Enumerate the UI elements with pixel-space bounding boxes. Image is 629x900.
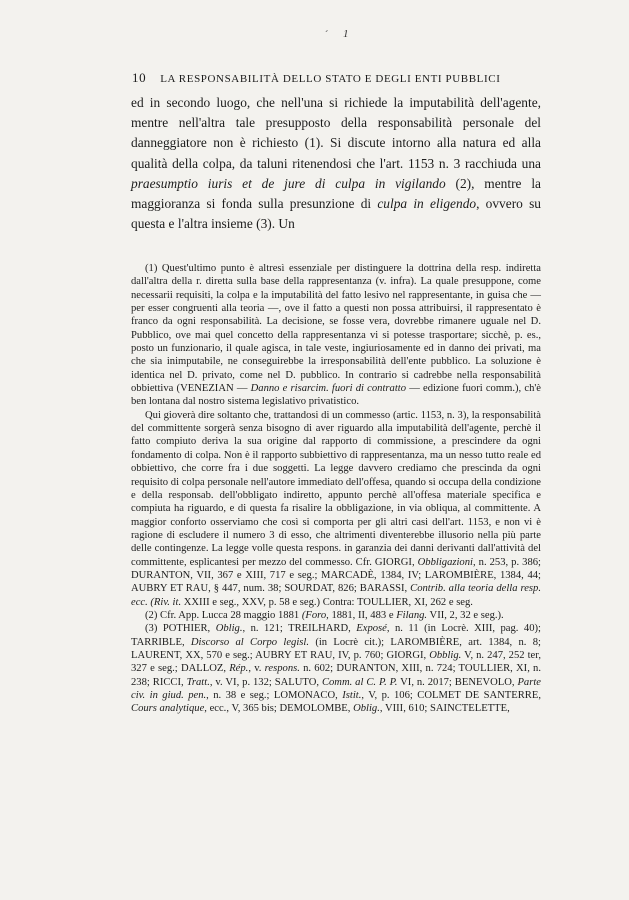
main-paragraph	[131, 93, 541, 234]
text-run: ed in secondo luogo, che nell'una si richiede la imputabilità dell'agente, mentre nell'altra tale presupposto della responsabilità personale del danneggiatore non è richiesto (1). Si discute intorno alla natura ed alla qualità della colpa, da taluni ritenendosi che l'art. 1153 n. 3 racchiuda una	[131, 95, 541, 171]
footnote-1-continuation	[131, 409, 541, 609]
italic-run: Obbligazioni	[417, 556, 473, 568]
text-run: VI, n. 2017; BENEVOLO,	[397, 676, 518, 688]
text-run: V, n. 247, 252 ter, 327 e seg.; DALLOZ,	[131, 649, 542, 675]
running-title: LA RESPONSABILITÀ DELLO STATO E DEGLI ENTI PUBBLICI	[160, 73, 501, 85]
text-run: , v.	[248, 663, 265, 675]
text-run: , n. 38 e seg.; LOMONACO,	[206, 690, 343, 701]
text-run: (in Locrè cit.); LAROMBIÈRE, art. 1384, n. 8; LAURENT, XX, 570 e seg.; AUBRY ET RAU, IV, p. 760; GIORGI,	[131, 636, 542, 661]
footnotes	[131, 262, 541, 716]
text-run: Qui gioverà dire soltanto che, trattandosi di un commesso (artic. 1153, n. 3), la responsabilità del committente sorgerà senza bisogno di aver riguardo alla imputabilità dell'agente, perchè il fatto compiuto deriva la sua origine dal rapporto di commissione, a prescindere da ogni fondamento di colpa. Non è il rapporto subbiettivo di rappresentanza, ma un nesso tutto reale ed obbiettivo, che corre fra i due soggetti. La legge davvero crediamo che prescinda da ogni requisito di colpa personale nell'autore immediato dell'offesa, quando si occupa della condizione e della responsab. dell'obbligato indiretto, appunto perchè all'offesa materiale specifica e compiuta ha riguardo, e di questa fa risalire la obbligazione, in via obliqua, al committente. A maggior conforto osserviamo che così si comporta per gli altri casi dell'art. 1153, e non vi è ragione di escludere il numero 3 di esso, che altrimenti diventerebbe illusorio nella più parte delle contingenze. La legge volle questa respons. in garanzia dei danni derivanti dall'attività del committente, esplicantesi per mezzo del commesso. Cfr. GIORGI,	[131, 409, 541, 568]
text-run: 1881, II, 483 e	[328, 609, 397, 621]
italic-run: respons.	[264, 663, 300, 675]
text-run: , n. 253, p. 386; DURANTON, VII, 367 e XIII, 717 e seg.; MARCADÈ, 1384, IV; LAROMBIÈRE, 1384, 44; AUBRY ET RAU, § 447, num. 38; SOURDAT, 826; BARASSI,	[131, 556, 541, 595]
text-run: , n. 11 (in Locrè. XIII, pag. 40); TARRIBLE,	[131, 623, 541, 648]
text-run: (1) Quest'ultimo punto è altresì essenziale per distinguere la dottrina della resp. indiretta dall'altra della r. diretta sulla base della rappresentanza (v. infra). La quale presuppone, come necessarii requisiti, la colpa e la imputabilità del fatto lesivo nel rappresentante, in guisa che — per esser congruenti alla teoria —, ove il fatto a questi non possa attribuirsi, il rappresentato è franco da ogni responsabilità. La decisione, se fosse vera, dovrebbe rimanere uguale nel D. Pubblico, ove mai quel concetto della rappresentanza vi si potesse trasportare; sicchè, p. es., posto un funzionario, il quale agisca, in tale veste, ingiuriosamente ed in danno dei privati, ma che sia inimputabile, ne conseguirebbe la irresponsabilità dell'ente pubblico. La soluzione è identica nel D. privato, come nel D. pubblico. In contrario si cadrebbe nella responsabilità obbiettiva (VENEZIAN —	[131, 263, 541, 395]
italic-run: Filang.	[396, 609, 428, 621]
italic-run: Obblig.	[429, 649, 462, 661]
text-run: , VIII, 610; SAINCTELETTE,	[379, 703, 510, 715]
text-run: (2) Cfr. App. Lucca 28 maggio 1881	[145, 609, 302, 621]
text-run: — edizione fuori comm.), ch'è ben lontana dal nostro sistema legislativo privatistico.	[131, 383, 541, 408]
italic-run: Oblig.	[215, 623, 243, 635]
margin-marks	[325, 28, 349, 41]
text-run: , ecc., V, 365 bis; DEMOLOMBE,	[204, 703, 354, 715]
italic-run: Tratt.	[186, 676, 210, 688]
pen-mark: ˊ	[325, 30, 329, 41]
text-run: , V, p. 106; COLMET DE SANTERRE,	[361, 690, 541, 701]
pencil-number: 1	[343, 28, 349, 40]
text-run: , ovvero su questa e l'altra insieme (3). Un	[131, 196, 541, 232]
text-run: , n. 121; TREILHARD,	[242, 623, 357, 635]
text-run: (3) POTHIER,	[145, 623, 216, 635]
text-run: XXIII e seg., XXV, p. 58 e seg.) Contra: TOULLIER, XI, 262 e seg.	[181, 596, 473, 608]
text-run: , v. VI, p. 132; SALUTO,	[209, 676, 322, 688]
italic-run: Istit.	[342, 690, 362, 701]
italic-run: Exposé	[356, 623, 387, 635]
footnote-1	[131, 262, 541, 409]
italic-run: Discorso al Corpo legisl.	[190, 636, 310, 648]
italic-run: Contrib. alla teoria della resp. ecc. (Riv. it.	[131, 583, 541, 608]
text-run: VII, 2, 32 e seg.).	[427, 609, 504, 621]
text-run: (2), mentre la maggioranza si fonda sulla presunzione di	[131, 175, 541, 212]
main-text	[131, 93, 541, 234]
page-number: 10	[132, 70, 147, 85]
text-run: n. 602; DURANTON, XIII, n. 724; TOULLIER, XI, n. 238; RICCI,	[131, 663, 541, 688]
italic-run: (Foro,	[301, 609, 329, 621]
italic-run: praesumptio iuris et de jure di culpa in vigilando	[131, 175, 446, 191]
italic-run: culpa in eligendo	[377, 196, 477, 212]
italic-run: Comm. al C. P. P.	[321, 676, 398, 688]
italic-run: Parte civ. in giud. pen.	[131, 676, 541, 701]
italic-run: Danno e risarcim. fuori di contratto	[250, 383, 406, 395]
footnote-2	[131, 609, 541, 622]
italic-run: Oblig.	[353, 703, 380, 715]
italic-run: Rép.	[229, 663, 249, 675]
italic-run: Cours analytique	[131, 703, 205, 715]
footnote-3	[131, 622, 541, 715]
running-header	[132, 70, 504, 86]
